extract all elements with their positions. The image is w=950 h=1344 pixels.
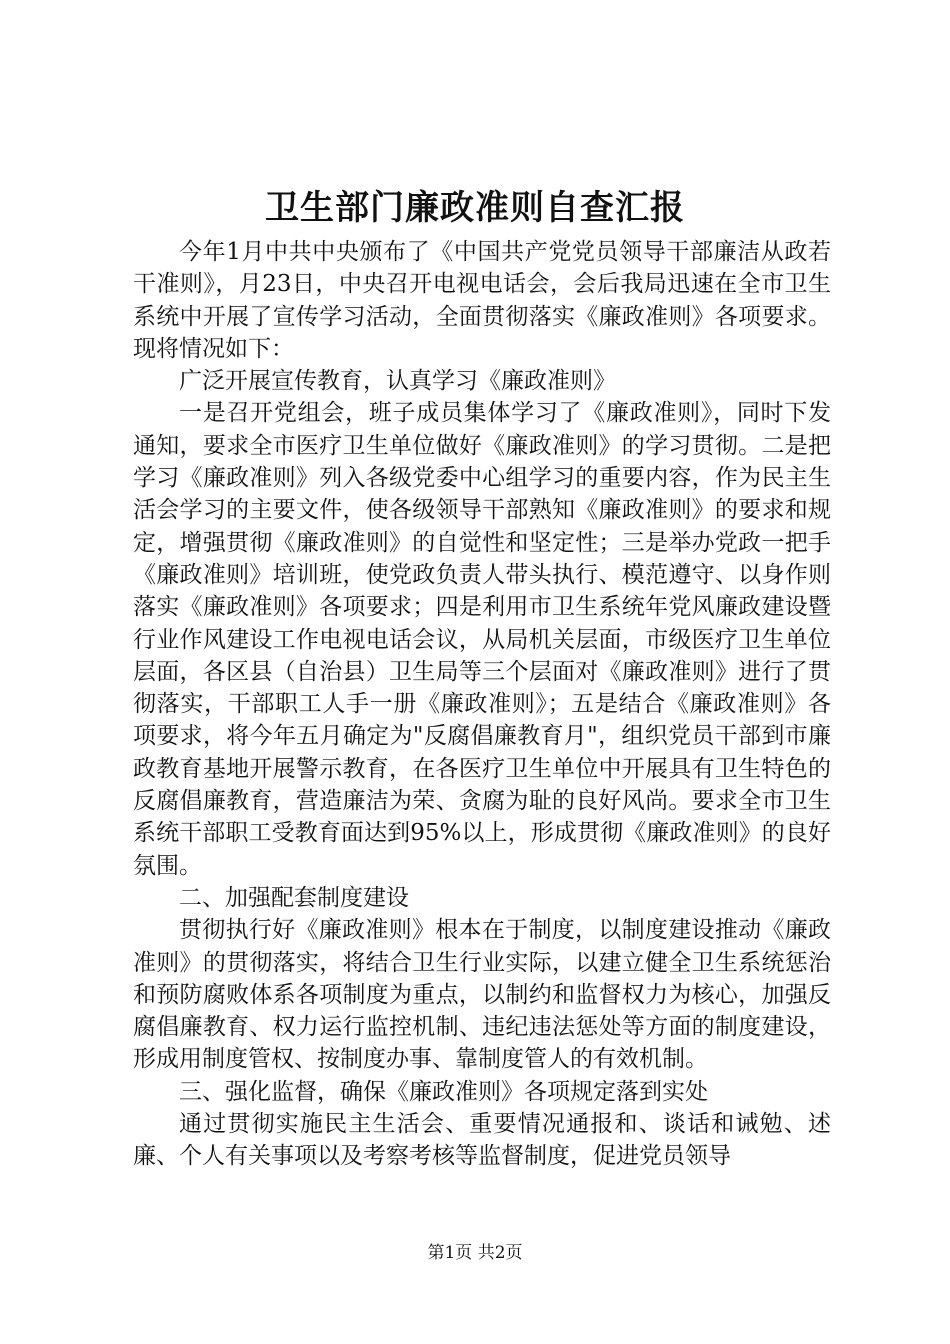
paragraph-section-3: 通过贯彻实施民主生活会、重要情况通报和、谈话和诫勉、述廉、个人有关事项以及考察考核等监督制度，促进党员领导 bbox=[133, 1111, 831, 1170]
paragraph-section-2: 贯彻执行好《廉政准则》根本在于制度，以制度建设推动《廉政准则》的贯彻落实，将结合卫生行业实际，以建立健全卫生系统惩治和预防腐败体系各项制度为重点，以制约和监督权力为核心，加强反腐倡廉教育、权力运行监控机制、违纪违法惩处等方面的制度建设，形成用制度管权、按制度办事、靠制度管人的有效机制。 bbox=[133, 917, 831, 1073]
paragraph-section-1: 一是召开党组会，班子成员集体学习了《廉政准则》，同时下发通知，要求全市医疗卫生单位做好《廉政准则》的学习贯彻。二是把学习《廉政准则》列入各级党委中心组学习的重要内容，作为民主生活会学习的主要文件，使各级领导干部熟知《廉政准则》的要求和规定，增强贯彻《廉政准则》的自觉性和坚定性；三是举办党政一把手《廉政准则》培训班，使党政负责人带头执行、模范遵守、以身作则落实《廉政准则》各项要求；四是利用市卫生系统年党风廉政建设暨行业作风建设工作电视电话会议，从局机关层面，市级医疗卫生单位层面，各区县（自治县）卫生局等三个层面对《廉政准则》进行了贯彻落实，干部职工人手一册《廉政准则》；五是结合《廉政准则》各项要求，将今年五月确定为"反腐倡廉教育月"，组织党员干部到市廉政教育基地开展警示教育，在各医疗卫生单位中开展具有卫生特色的反腐倡廉教育，营造廉洁为荣、贪腐为耻的良好风尚。要求全市卫生系统干部职工受教育面达到95%以上，形成贯彻《廉政准则》的良好氛围。 bbox=[133, 400, 831, 879]
section-heading-1: 广泛开展宣传教育，认真学习《廉政准则》 bbox=[179, 368, 616, 395]
paragraph-intro: 今年1月中共中央颁布了《中国共产党党员领导干部廉洁从政若干准则》，月23日，中央召开电视电话会，会后我局迅速在全市卫生系统中开展了宣传学习活动，全面贯彻落实《廉政准则》各项要求。现将情况如下： bbox=[133, 239, 831, 362]
document-title: 卫生部门廉政准则自查汇报 bbox=[265, 188, 685, 228]
page-number-footer: 第1页 共2页 bbox=[427, 1243, 523, 1263]
document-body bbox=[133, 236, 831, 1173]
section-heading-2: 二、加强配套制度建设 bbox=[179, 884, 409, 911]
section-heading-3: 三、强化监督，确保《廉政准则》各项规定落到实处 bbox=[179, 1078, 708, 1105]
